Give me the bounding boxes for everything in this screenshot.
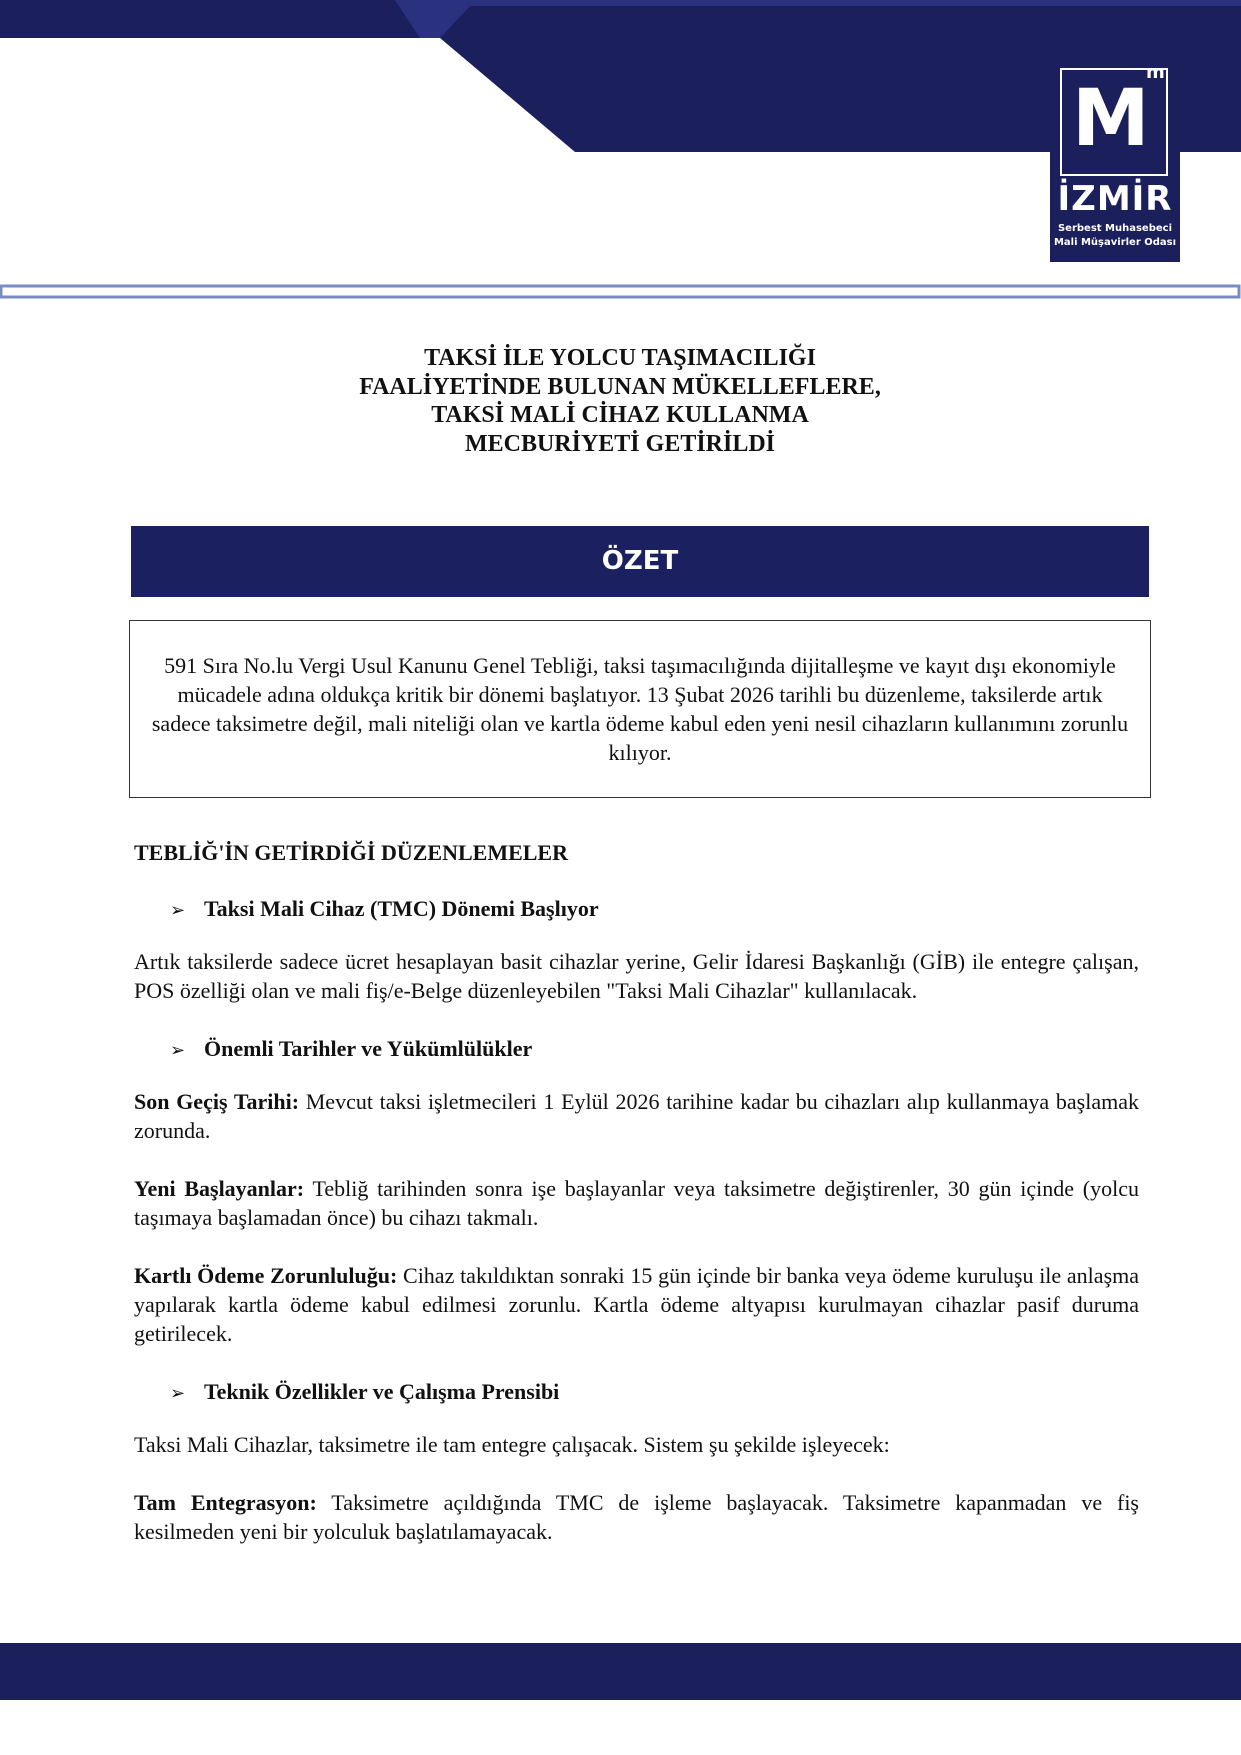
logo-mark: M — [1072, 74, 1150, 164]
logo-org-name — [1050, 222, 1180, 250]
paragraph-transition-date — [134, 1087, 1139, 1145]
bullet-label: Önemli Tarihler ve Yükümlülükler — [204, 1036, 533, 1061]
summary-text: 591 Sıra No.lu Vergi Usul Kanunu Genel Tebliği, taksi taşımacılığında dijitalleşme ve kayıt dışı ekonomiyle mücadele adına oldukça kritik bir dönemi başlatıyor. 13 Şubat 2026 tarihli bu düzenleme, taksilerde artık sadece taksimetre değil, mali niteliği olan ve kartla ödeme kabul eden yeni nesil cihazların kullanımını zorunlu kılıyor. — [151, 653, 1129, 765]
bullet-label: Teknik Özellikler ve Çalışma Prensibi — [204, 1379, 560, 1404]
bullet-heading-tmc — [134, 894, 1139, 925]
header-rule — [1, 286, 1239, 297]
footer-band — [0, 1643, 1241, 1700]
logo-mark-small: m — [1146, 62, 1165, 83]
arrow-bullet-icon: ➢ — [170, 900, 186, 921]
logo-org-line-1: Serbest Muhasebeci — [1057, 223, 1173, 234]
logo-org-line-2: Mali Müşavirler Odası — [1053, 237, 1177, 248]
paragraph-new-starters — [134, 1174, 1139, 1232]
title-line: FAALİYETİNDE BULUNAN MÜKELLEFLERE, — [359, 373, 881, 400]
paragraph-card-payment — [134, 1261, 1139, 1348]
arrow-bullet-icon: ➢ — [170, 1040, 186, 1061]
paragraph-text: Cihaz takıldıktan sonraki 15 gün içinde bir banka veya ödeme kuruluşu ile anlaşma yapılarak kartla ödeme kabul edilmesi zorunlu. Kartla ödeme altyapısı kurulmayan cihazlar pasif duruma getirilecek. — [134, 1263, 1140, 1346]
paragraph-label: Kartlı Ödeme Zorunluluğu: — [134, 1263, 398, 1288]
chamber-logo — [1050, 60, 1180, 262]
paragraph-label: Yeni Başlayanlar: — [134, 1176, 305, 1201]
logo-city: İZMİR — [1057, 179, 1173, 219]
paragraph-text: Tebliğ tarihinden sonra işe başlayanlar veya taksimetre değiştirenler, 30 gün içinde (yolcu taşımaya başlamadan önce) bu cihazı takmalı. — [134, 1176, 1139, 1230]
title-line: TAKSİ İLE YOLCU TAŞIMACILIĞI — [424, 345, 816, 371]
summary-box — [129, 620, 1151, 798]
summary-heading: ÖZET — [131, 526, 1149, 597]
paragraph-text: Mevcut taksi işletmecileri 1 Eylül 2026 tarihine kadar bu cihazları alıp kullanmaya başlamak zorunda. — [134, 1089, 1139, 1143]
paragraph-technical: Taksi Mali Cihazlar, taksimetre ile tam entegre çalışacak. Sistem şu şekilde işleyecek: — [134, 1432, 890, 1457]
page-title — [200, 344, 1040, 458]
bullet-label: Taksi Mali Cihaz (TMC) Dönemi Başlıyor — [204, 896, 599, 921]
arrow-bullet-icon: ➢ — [170, 1383, 186, 1404]
paragraph-text: Taksimetre açıldığında TMC de işleme başlayacak. Taksimetre kapanmadan ve fiş kesilmeden yeni bir yolculuk başlatılamayacak. — [134, 1490, 1139, 1544]
section-title: TEBLİĞ'İN GETİRDİĞİ DÜZENLEMELER — [134, 840, 568, 865]
title-line: MECBURİYETİ GETİRİLDİ — [464, 430, 776, 457]
bullet-heading-dates — [134, 1034, 1139, 1065]
paragraph-integration — [134, 1488, 1139, 1546]
document-body — [134, 838, 1139, 1575]
paragraph-tmc: Artık taksilerde sadece ücret hesaplayan basit cihazlar yerine, Gelir İdaresi Başkanlığı (GİB) ile entegre çalışan, POS özelliği olan ve mali fiş/e-Belge düzenleyebilen "Taksi Mali Cihazlar" kullanılacak. — [134, 949, 1139, 1003]
bullet-heading-technical — [134, 1377, 1139, 1408]
paragraph-label: Tam Entegrasyon: — [134, 1490, 317, 1515]
paragraph-label: Son Geçiş Tarihi: — [134, 1089, 300, 1114]
title-line: TAKSİ MALİ CİHAZ KULLANMA — [431, 402, 809, 428]
